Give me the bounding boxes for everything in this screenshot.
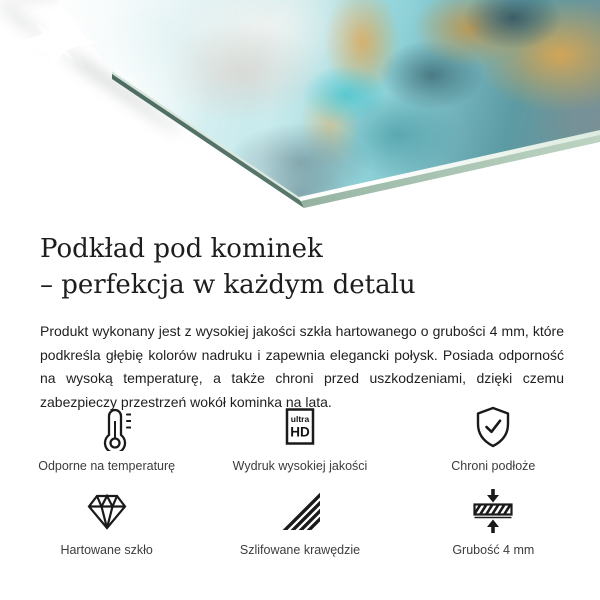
feature-tempered-glass [10, 480, 203, 564]
ultra-hd-text-bottom: HD [290, 424, 310, 440]
shield-check-icon [469, 403, 517, 451]
feature-thickness [397, 480, 590, 564]
feature-temperature [10, 396, 203, 480]
ultra-hd-text-top: ultra [290, 414, 310, 424]
polished-edges-icon [276, 487, 324, 535]
feature-label: Grubość 4 mm [452, 543, 535, 557]
thermometer-icon [83, 403, 131, 451]
product-description: Produkt wykonany jest z wysokiej jakości szkła hartowanego o grubości 4 mm, które podkreśla głębię kolorów nadruku i zapewnia elegancki połysk. Posiada odporność na wysoką temperaturę, a także chroni przed uszkodzeniami, dzięki czemu zabezpieczy przestrzeń wokół kominka na lata. [40, 323, 564, 410]
product-photo [0, 0, 600, 230]
diamond-icon [83, 489, 131, 533]
feature-label: Odporne na temperaturę [38, 459, 176, 473]
feature-label: Szlifowane krawędzie [239, 543, 361, 557]
feature-polished-edges [203, 480, 396, 564]
page-title [40, 231, 570, 303]
thickness-icon [468, 487, 518, 535]
feature-label: Hartowane szkło [60, 543, 153, 557]
ultra-hd-icon [276, 403, 324, 451]
feature-label: Chroni podłoże [451, 459, 536, 473]
sparkle-flare-icon [0, 0, 110, 86]
page-title-line2: – perfekcja w każdym detalu [40, 270, 416, 300]
page-title-line1: Podkład pod kominek [40, 234, 323, 264]
feature-print-quality [203, 396, 396, 480]
feature-label: Wydruk wysokiej jakości [232, 459, 368, 473]
feature-protects-floor [397, 396, 590, 480]
feature-grid [10, 396, 590, 564]
